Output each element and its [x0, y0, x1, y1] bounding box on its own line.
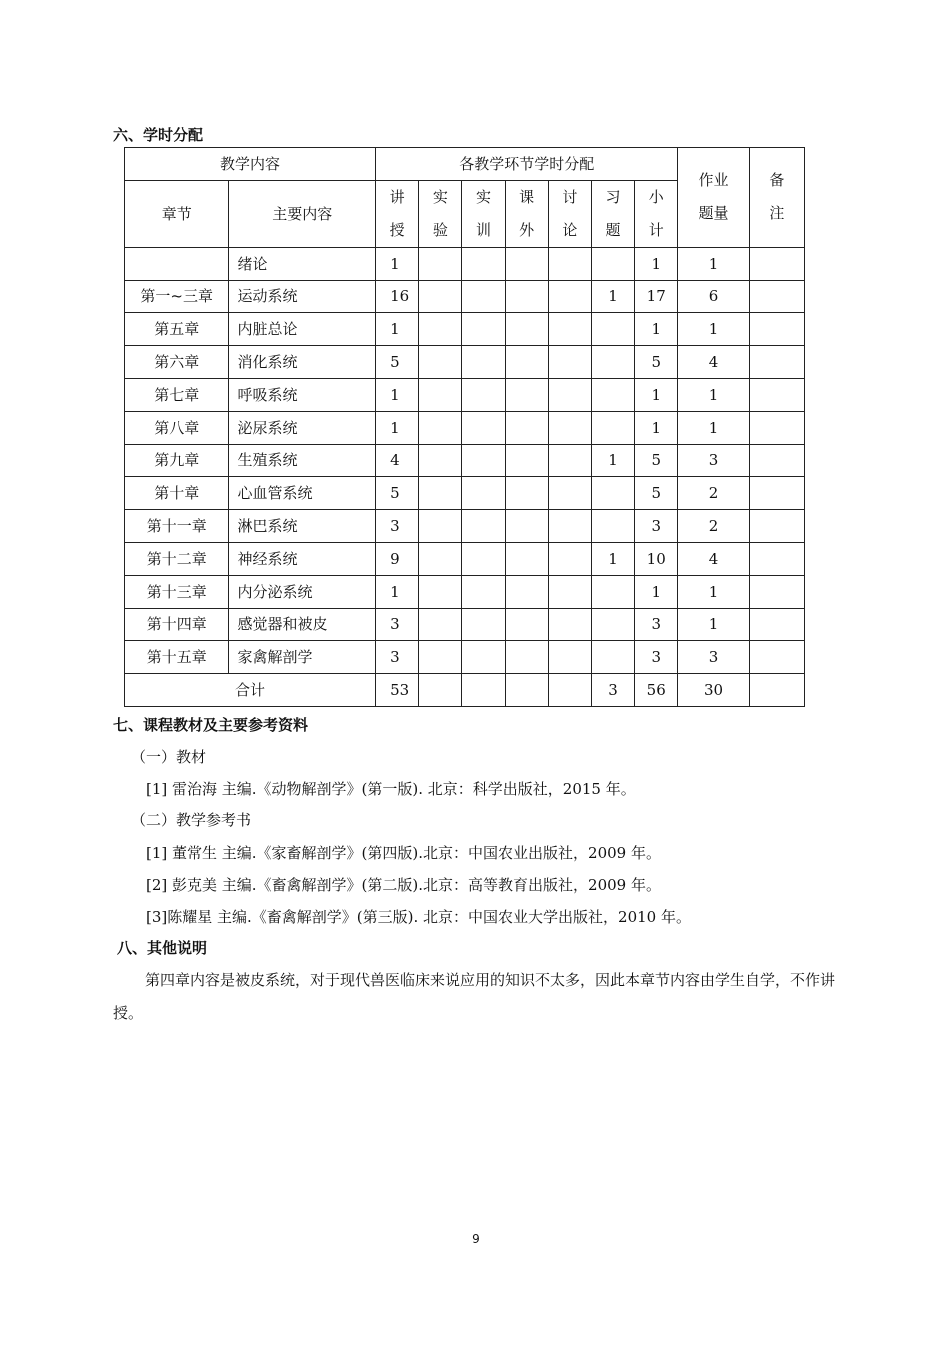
cell-discussion	[548, 313, 591, 346]
cell-training	[462, 510, 505, 543]
cell-extracurricular	[505, 313, 548, 346]
cell-extracurricular	[505, 411, 548, 444]
cell-homework: 1	[678, 313, 749, 346]
cell-subtotal: 1	[635, 411, 678, 444]
cell-extracurricular	[505, 378, 548, 411]
table-row	[125, 542, 805, 575]
cell-extracurricular	[505, 477, 548, 510]
cell-homework: 1	[678, 575, 749, 608]
cell-extracurricular	[505, 280, 548, 313]
cell-chapter: 第十二章	[125, 542, 229, 575]
section-8-heading: 八、其他说明	[117, 939, 208, 957]
header-exercise-line2: 题	[605, 220, 621, 239]
cell-chapter: 第九章	[125, 444, 229, 477]
table-row	[125, 280, 805, 313]
cell-content: 泌尿系统	[229, 411, 376, 444]
cell-content: 运动系统	[229, 280, 376, 313]
cell-subtotal: 1	[635, 378, 678, 411]
cell-homework: 1	[678, 378, 749, 411]
cell-lecture: 5	[376, 477, 419, 510]
cell-content: 呼吸系统	[229, 378, 376, 411]
cell-chapter	[125, 247, 229, 280]
cell-homework: 1	[678, 608, 749, 641]
header-hours-allocation: 各教学环节学时分配	[376, 148, 678, 181]
cell-chapter: 第五章	[125, 313, 229, 346]
header-experiment-line1: 实	[432, 187, 448, 206]
total-homework: 30	[678, 674, 749, 707]
cell-training	[462, 280, 505, 313]
cell-content: 绪论	[229, 247, 376, 280]
cell-experiment	[419, 378, 462, 411]
table-row	[125, 247, 805, 280]
other-notes-paragraph: 第四章内容是被皮系统，对于现代兽医临床来说应用的知识不太多，因此本章节内容由学生自学，不作讲授。	[113, 971, 836, 1022]
total-training	[462, 674, 505, 707]
total-label: 合计	[125, 674, 376, 707]
header-discussion-line2: 论	[562, 220, 578, 239]
cell-lecture: 1	[376, 575, 419, 608]
header-remarks-line1: 备	[769, 171, 785, 190]
cell-lecture: 1	[376, 411, 419, 444]
cell-discussion	[548, 247, 591, 280]
cell-content: 心血管系统	[229, 477, 376, 510]
cell-extracurricular	[505, 542, 548, 575]
cell-homework: 2	[678, 510, 749, 543]
cell-remarks	[749, 378, 804, 411]
cell-discussion	[548, 411, 591, 444]
textbook-item: [1] 雷治海 主编.《动物解剖学》(第一版). 北京：科学出版社，2015 年。	[146, 780, 636, 798]
cell-lecture: 3	[376, 641, 419, 674]
cell-training	[462, 247, 505, 280]
cell-training	[462, 575, 505, 608]
table-row	[125, 608, 805, 641]
cell-lecture: 16	[376, 280, 419, 313]
header-lecture-line2: 授	[389, 220, 405, 239]
page-number: 9	[472, 1232, 480, 1246]
cell-content: 神经系统	[229, 542, 376, 575]
table-row	[125, 378, 805, 411]
cell-exercise: 1	[591, 542, 634, 575]
cell-exercise	[591, 378, 634, 411]
cell-exercise	[591, 411, 634, 444]
header-discussion-line1: 讨	[562, 187, 578, 206]
cell-subtotal: 3	[635, 608, 678, 641]
cell-exercise: 1	[591, 444, 634, 477]
cell-chapter: 第七章	[125, 378, 229, 411]
cell-remarks	[749, 313, 804, 346]
total-subtotal: 56	[635, 674, 678, 707]
header-subtotal-line2: 计	[648, 220, 664, 239]
total-exercise: 3	[591, 674, 634, 707]
cell-experiment	[419, 575, 462, 608]
header-chapter: 章节	[125, 180, 229, 247]
header-homework-line2: 题量	[698, 204, 729, 223]
header-lecture-line1: 讲	[389, 187, 405, 206]
cell-remarks	[749, 411, 804, 444]
header-experiment-line2: 验	[432, 220, 448, 239]
cell-experiment	[419, 641, 462, 674]
cell-remarks	[749, 346, 804, 379]
table-row	[125, 575, 805, 608]
header-remarks-line2: 注	[769, 204, 785, 223]
cell-training	[462, 378, 505, 411]
cell-extracurricular	[505, 444, 548, 477]
cell-chapter: 第十三章	[125, 575, 229, 608]
header-discussion	[548, 180, 591, 247]
cell-extracurricular	[505, 346, 548, 379]
cell-subtotal: 1	[635, 247, 678, 280]
cell-experiment	[419, 346, 462, 379]
cell-exercise	[591, 510, 634, 543]
cell-experiment	[419, 477, 462, 510]
cell-exercise	[591, 575, 634, 608]
cell-discussion	[548, 477, 591, 510]
table-row	[125, 313, 805, 346]
header-extracurricular-line1: 课	[519, 187, 535, 206]
cell-discussion	[548, 510, 591, 543]
cell-homework: 2	[678, 477, 749, 510]
header-extracurricular	[505, 180, 548, 247]
cell-exercise	[591, 477, 634, 510]
cell-chapter: 第十一章	[125, 510, 229, 543]
cell-subtotal: 10	[635, 542, 678, 575]
cell-training	[462, 542, 505, 575]
table-row	[125, 411, 805, 444]
cell-exercise	[591, 247, 634, 280]
cell-extracurricular	[505, 641, 548, 674]
cell-remarks	[749, 575, 804, 608]
cell-exercise	[591, 313, 634, 346]
cell-training	[462, 411, 505, 444]
reference-item: [3]陈耀星 主编.《畜禽解剖学》(第三版). 北京：中国农业大学出版社，2010 年。	[146, 908, 691, 926]
cell-training	[462, 477, 505, 510]
cell-remarks	[749, 247, 804, 280]
reference-subheading: （二）教学参考书	[131, 811, 252, 829]
header-training-line1: 实	[476, 187, 492, 206]
cell-content: 生殖系统	[229, 444, 376, 477]
cell-extracurricular	[505, 608, 548, 641]
cell-remarks	[749, 608, 804, 641]
total-extracurricular	[505, 674, 548, 707]
header-exercise	[591, 180, 634, 247]
cell-subtotal: 5	[635, 444, 678, 477]
cell-experiment	[419, 247, 462, 280]
cell-exercise	[591, 346, 634, 379]
header-extracurricular-line2: 外	[519, 220, 535, 239]
cell-content: 内分泌系统	[229, 575, 376, 608]
header-training	[462, 180, 505, 247]
cell-subtotal: 1	[635, 313, 678, 346]
cell-homework: 3	[678, 641, 749, 674]
total-discussion	[548, 674, 591, 707]
cell-training	[462, 444, 505, 477]
cell-exercise	[591, 608, 634, 641]
cell-lecture: 5	[376, 346, 419, 379]
cell-lecture: 3	[376, 510, 419, 543]
cell-homework: 4	[678, 542, 749, 575]
header-subtotal-line1: 小	[648, 187, 664, 206]
section-6-heading: 六、学时分配	[113, 126, 204, 144]
cell-lecture: 1	[376, 378, 419, 411]
cell-training	[462, 608, 505, 641]
section-7-heading: 七、课程教材及主要参考资料	[113, 716, 309, 734]
table-row	[125, 510, 805, 543]
header-homework-line1: 作业	[698, 171, 729, 190]
cell-content: 淋巴系统	[229, 510, 376, 543]
table-row	[125, 641, 805, 674]
table-row	[125, 477, 805, 510]
cell-content: 感觉器和被皮	[229, 608, 376, 641]
total-remarks	[749, 674, 804, 707]
cell-discussion	[548, 378, 591, 411]
cell-experiment	[419, 542, 462, 575]
cell-experiment	[419, 444, 462, 477]
cell-remarks	[749, 280, 804, 313]
reference-item: [2] 彭克美 主编.《畜禽解剖学》(第二版).北京：高等教育出版社，2009 年。	[146, 876, 661, 894]
cell-experiment	[419, 608, 462, 641]
cell-content: 内脏总论	[229, 313, 376, 346]
cell-subtotal: 5	[635, 477, 678, 510]
cell-experiment	[419, 313, 462, 346]
header-homework	[678, 148, 749, 248]
cell-subtotal: 17	[635, 280, 678, 313]
table-row	[125, 444, 805, 477]
header-lecture	[376, 180, 419, 247]
cell-content: 家禽解剖学	[229, 641, 376, 674]
header-exercise-line1: 习	[605, 187, 621, 206]
header-experiment	[419, 180, 462, 247]
cell-discussion	[548, 280, 591, 313]
header-remarks	[749, 148, 804, 248]
cell-lecture: 1	[376, 247, 419, 280]
textbook-subheading: （一）教材	[131, 748, 207, 766]
cell-remarks	[749, 542, 804, 575]
total-lecture: 53	[376, 674, 419, 707]
cell-subtotal: 3	[635, 510, 678, 543]
cell-content: 消化系统	[229, 346, 376, 379]
cell-lecture: 1	[376, 313, 419, 346]
cell-homework: 4	[678, 346, 749, 379]
cell-training	[462, 641, 505, 674]
cell-remarks	[749, 510, 804, 543]
cell-homework: 1	[678, 411, 749, 444]
header-teaching-content: 教学内容	[125, 148, 376, 181]
cell-training	[462, 313, 505, 346]
cell-chapter: 第十四章	[125, 608, 229, 641]
cell-chapter: 第八章	[125, 411, 229, 444]
cell-exercise: 1	[591, 280, 634, 313]
cell-extracurricular	[505, 510, 548, 543]
cell-experiment	[419, 510, 462, 543]
total-experiment	[419, 674, 462, 707]
cell-discussion	[548, 608, 591, 641]
table-total-row	[125, 674, 805, 707]
cell-lecture: 4	[376, 444, 419, 477]
cell-homework: 6	[678, 280, 749, 313]
header-training-line2: 训	[476, 220, 492, 239]
reference-item: [1] 董常生 主编.《家畜解剖学》(第四版).北京：中国农业出版社，2009 年。	[146, 844, 661, 862]
cell-extracurricular	[505, 575, 548, 608]
cell-discussion	[548, 575, 591, 608]
cell-lecture: 3	[376, 608, 419, 641]
cell-experiment	[419, 411, 462, 444]
cell-remarks	[749, 444, 804, 477]
cell-chapter: 第十五章	[125, 641, 229, 674]
cell-experiment	[419, 280, 462, 313]
table-row	[125, 346, 805, 379]
cell-chapter: 第六章	[125, 346, 229, 379]
cell-chapter: 第一~三章	[125, 280, 229, 313]
cell-lecture: 9	[376, 542, 419, 575]
cell-discussion	[548, 542, 591, 575]
cell-homework: 1	[678, 247, 749, 280]
cell-exercise	[591, 641, 634, 674]
cell-subtotal: 5	[635, 346, 678, 379]
header-subtotal	[635, 180, 678, 247]
cell-remarks	[749, 641, 804, 674]
hours-allocation-table	[124, 147, 805, 707]
cell-remarks	[749, 477, 804, 510]
cell-subtotal: 1	[635, 575, 678, 608]
cell-discussion	[548, 444, 591, 477]
cell-extracurricular	[505, 247, 548, 280]
table-header-row	[125, 148, 805, 181]
cell-homework: 3	[678, 444, 749, 477]
cell-discussion	[548, 641, 591, 674]
cell-discussion	[548, 346, 591, 379]
header-main-content: 主要内容	[229, 180, 376, 247]
cell-training	[462, 346, 505, 379]
cell-subtotal: 3	[635, 641, 678, 674]
cell-chapter: 第十章	[125, 477, 229, 510]
